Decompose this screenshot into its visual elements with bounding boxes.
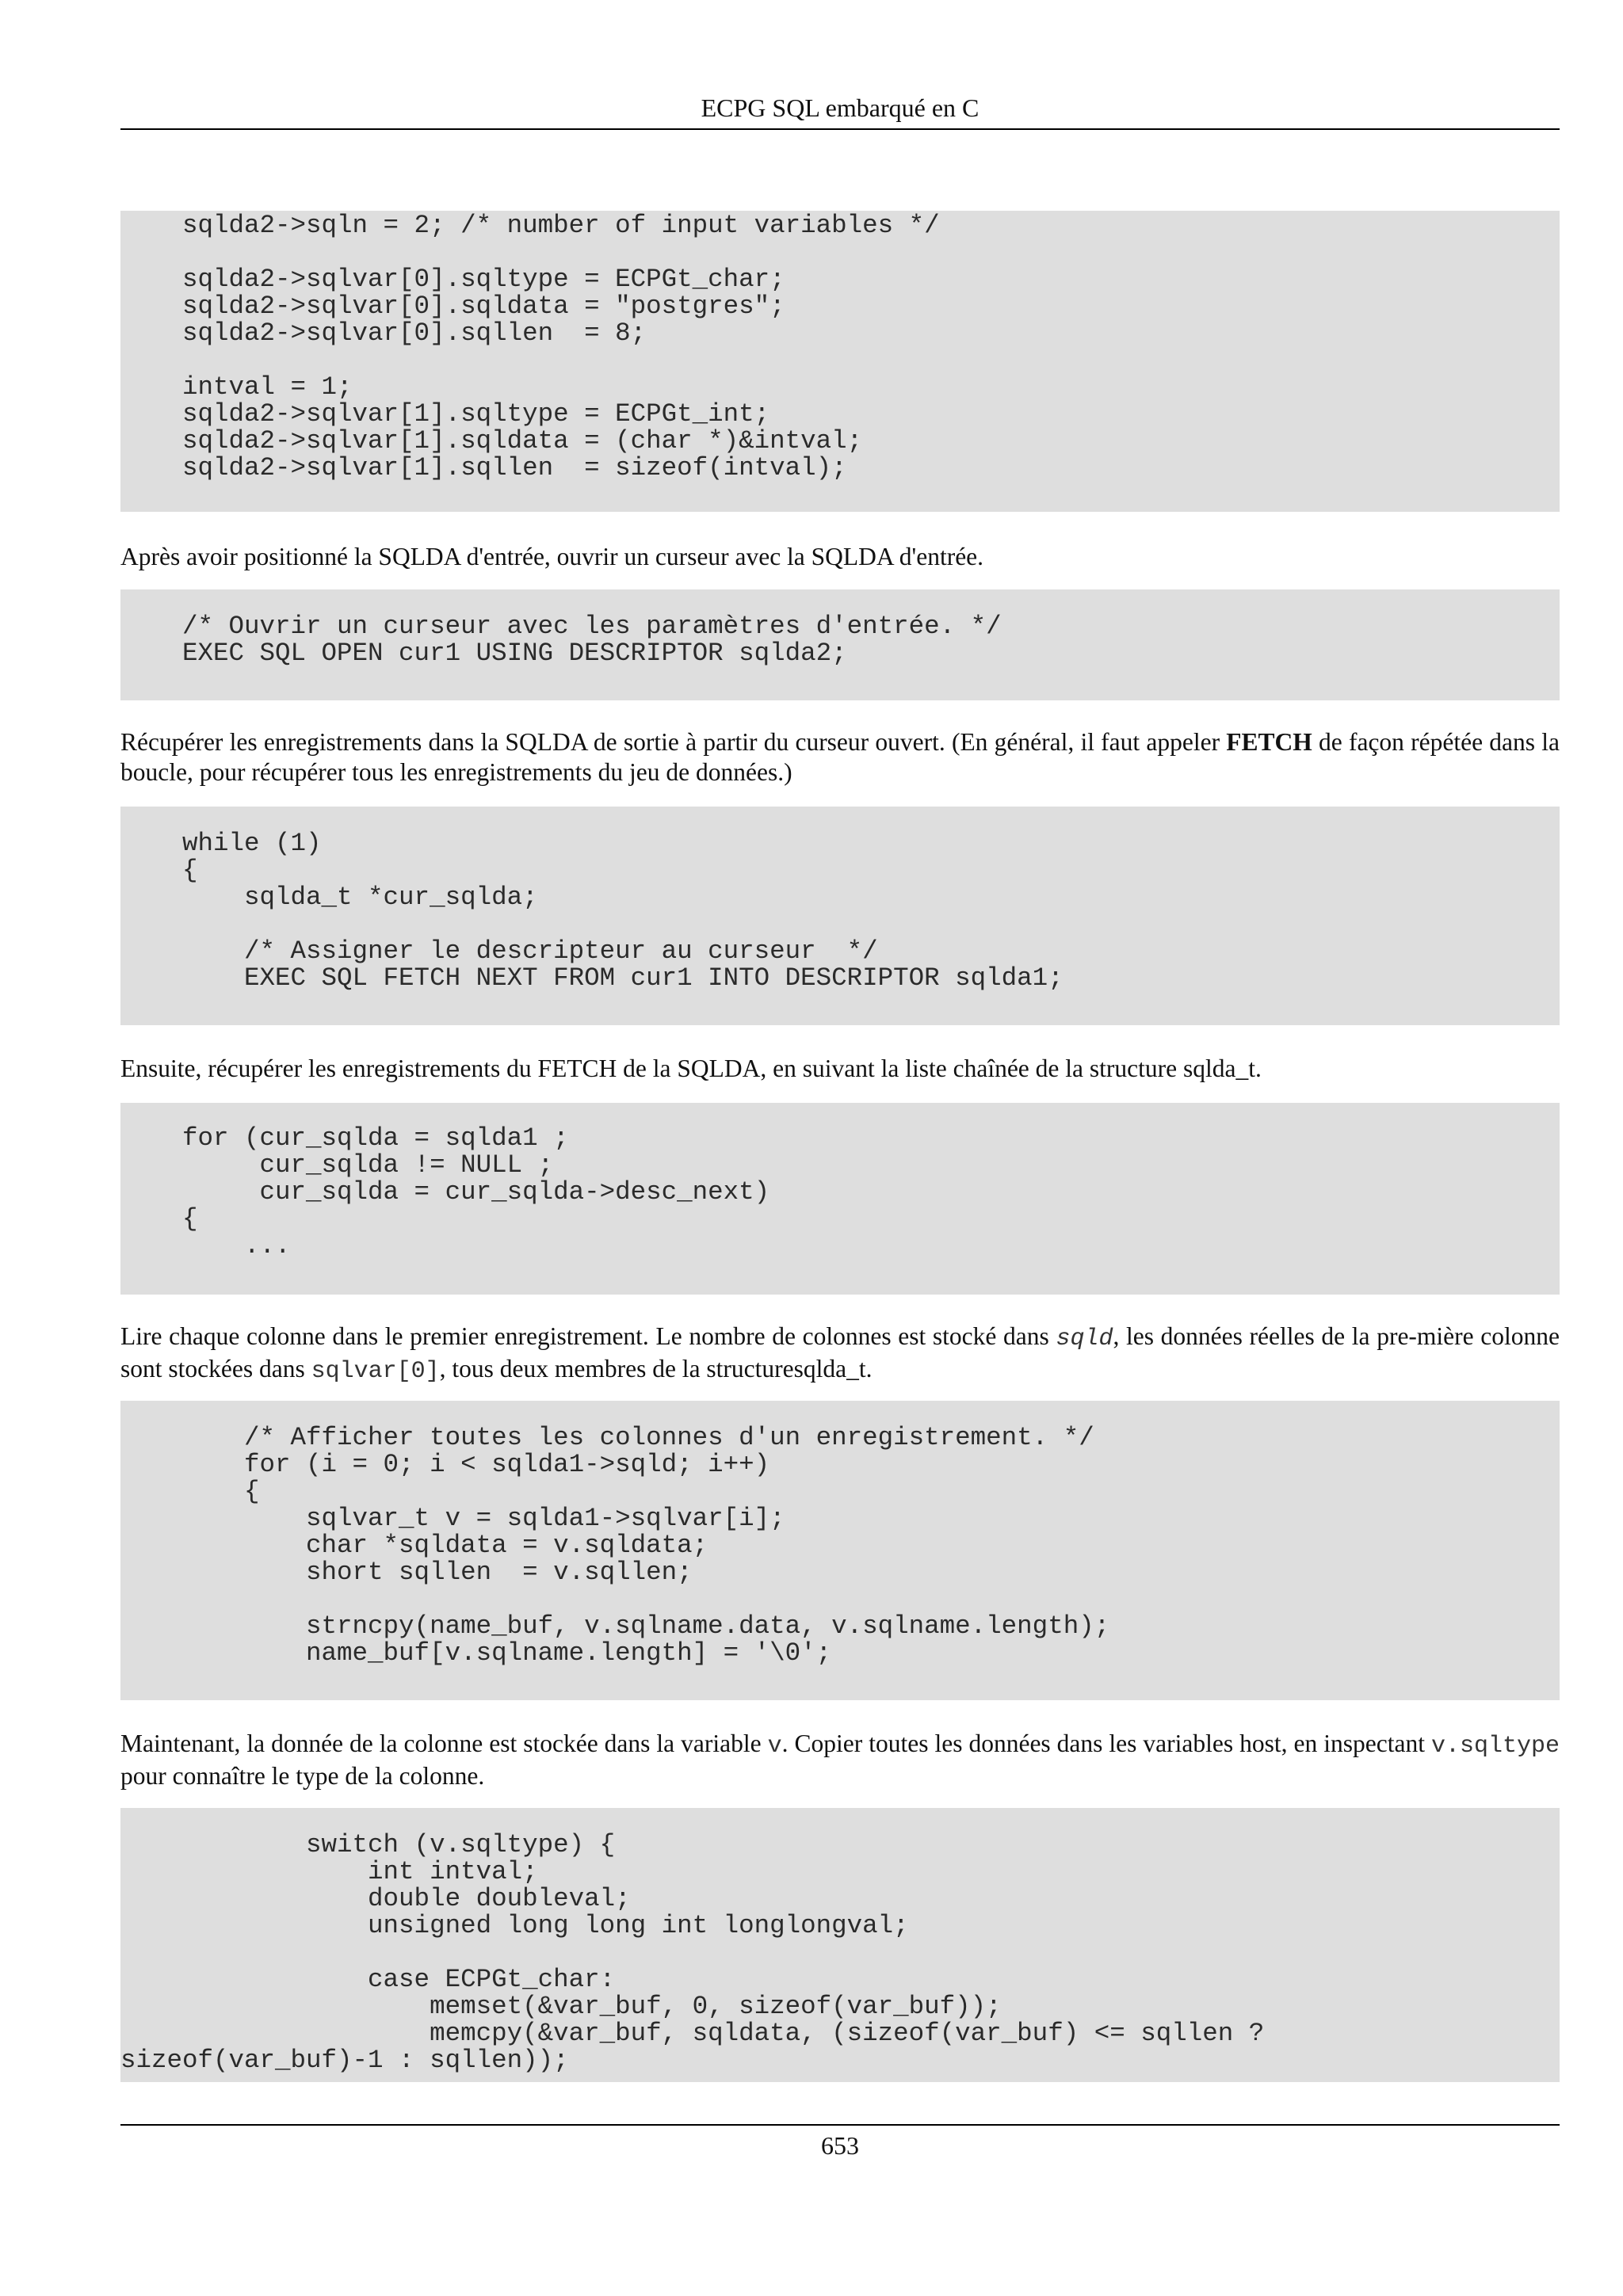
code-block-fetch-loop xyxy=(120,807,1560,1025)
paragraph-text: . Copier toutes les données dans les variables host, en inspectant xyxy=(781,1730,1431,1757)
header-rule xyxy=(120,128,1560,130)
paragraph-linked-list: Ensuite, récupérer les enregistrements du FETCH de la SQLDA, en suivant la liste chaînée de la structure sqlda_t. xyxy=(120,1055,1262,1082)
paragraph-text: Récupérer les enregistrements dans la SQLDA de sortie à partir du curseur ouvert. (En général, il faut appeler xyxy=(120,728,1227,756)
code-text: /* Afficher toutes les colonnes d'un enregistrement. */ for (i = 0; i < sqlda1->sqld; i++) { sqlvar_t v = sqlda1->sqlvar[i]; char *sqldata = v.sqldata; short sqllen = v.sqllen; strncpy(name_buf, v.sqlname.data, v.sqlname.length); name_buf[v.sqlname.length] = '\0'; xyxy=(244,1423,1110,1668)
inline-code-v: v xyxy=(767,1733,782,1760)
inline-code-sqltype: v.sqltype xyxy=(1430,1733,1560,1760)
inline-code-sqlvar: sqlvar[0] xyxy=(311,1358,440,1385)
paragraph-text: , les données réelles de la pre-mière colonne sont stockées dans xyxy=(120,1322,1560,1383)
code-block-sqlda-input xyxy=(120,211,1560,512)
inline-code-sqld: sqld xyxy=(1056,1325,1113,1352)
footer-rule xyxy=(120,2124,1560,2126)
paragraph-fetch xyxy=(120,727,1560,788)
code-text: sqlda2->sqln = 2; /* number of input variables */ sqlda2->sqlvar[0].sqltype = ECPGt_char; sqlda2->sqlvar[0].sqldata = "postgres"; sqlda2->sqlvar[0].sqllen = 8; intval = 1; sqlda2->sqlvar[1].sqltype = ECPGt_int; sqlda2->sqlvar[1].sqldata = (char *)&intval; sqlda2->sqlvar[1].sqllen = sizeof(intval); xyxy=(182,211,940,482)
paragraph-text: , tous deux membres de la structuresqlda_t. xyxy=(439,1355,873,1383)
keyword-fetch: FETCH xyxy=(1226,728,1312,756)
paragraph-text: de façon répétée dans la boucle, pour récupérer tous les enregistrements du jeu de données.) xyxy=(120,728,1560,786)
paragraph-open-cursor: Après avoir positionné la SQLDA d'entrée, ouvrir un curseur avec la SQLDA d'entrée. xyxy=(120,543,984,570)
code-text: for (cur_sqlda = sqlda1 ; cur_sqlda != NULL ; cur_sqlda = cur_sqlda->desc_next) { ... xyxy=(182,1123,770,1261)
code-block-print-columns xyxy=(120,1401,1560,1700)
code-block-switch xyxy=(120,1808,1560,2082)
code-text: /* Ouvrir un curseur avec les paramètres d'entrée. */ EXEC SQL OPEN cur1 USING DESCRIPTOR sqlda2; xyxy=(182,612,1002,668)
running-header-title: ECPG SQL embarqué en C xyxy=(701,93,980,122)
code-text: while (1) { sqlda_t *cur_sqlda; /* Assigner le descripteur au curseur */ EXEC SQL FETCH NEXT FROM cur1 INTO DESCRIPTOR sqlda1; xyxy=(182,829,1064,993)
paragraph-text: Maintenant, la donnée de la colonne est stockée dans la variable xyxy=(120,1730,768,1757)
paragraph-read-columns xyxy=(120,1322,1560,1386)
paragraph-copy-host xyxy=(120,1729,1560,1791)
paragraph-text: pour connaître le type de la colonne. xyxy=(120,1762,485,1790)
code-block-for-loop xyxy=(120,1103,1560,1295)
paragraph-text: Lire chaque colonne dans le premier enregistrement. Le nombre de colonnes est stocké dans xyxy=(120,1322,1056,1350)
code-block-open-cursor xyxy=(120,589,1560,700)
code-text: switch (v.sqltype) { int intval; double doubleval; unsigned long long int longlongval; case ECPGt_char: memset(&var_buf, 0, sizeof(var_buf)); memcpy(&var_buf, sqldata, (sizeof(var_buf) <= sqllen ? sizeof(var_buf)-1 : sqllen)); xyxy=(120,1830,1265,2075)
page-number: 653 xyxy=(821,2131,859,2160)
